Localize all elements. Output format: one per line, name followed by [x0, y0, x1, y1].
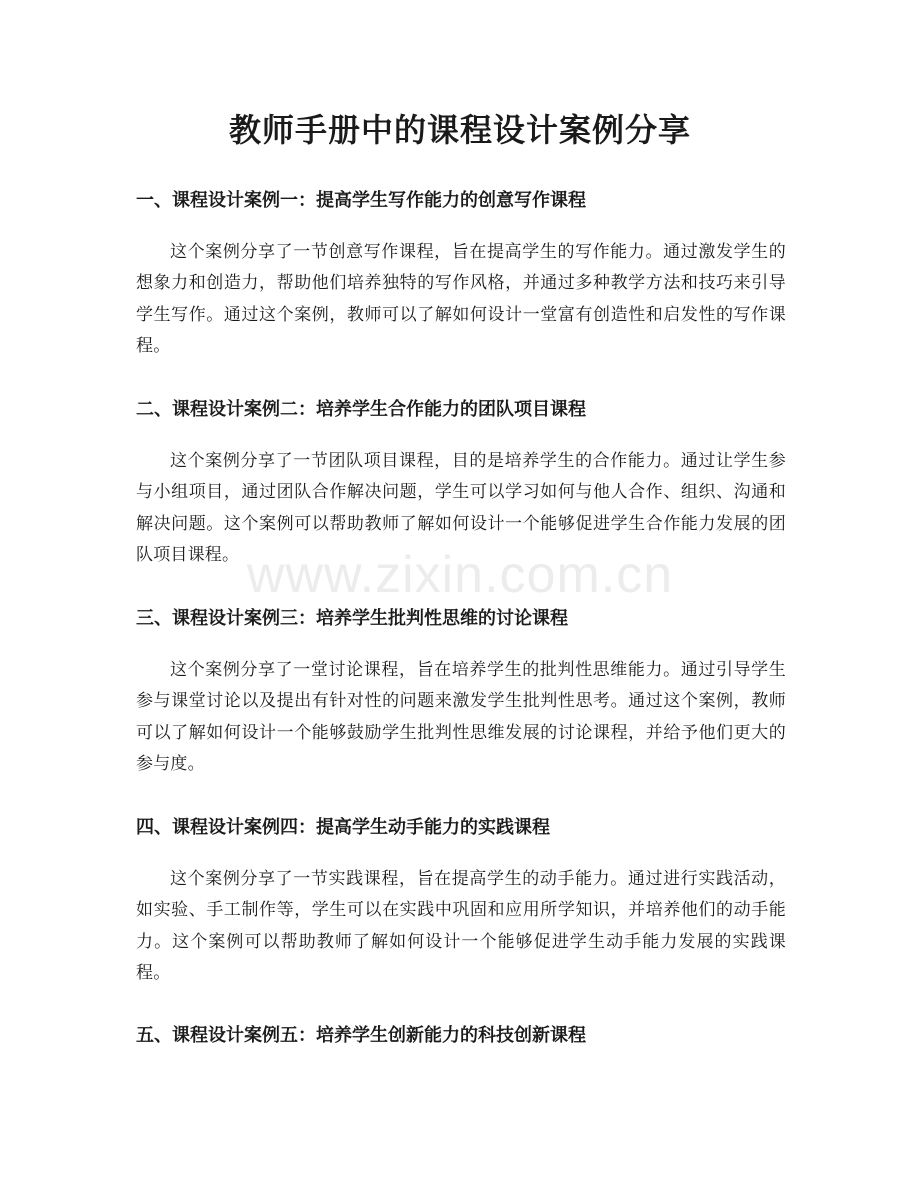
section-4: [136, 814, 786, 989]
section-body: 这个案例分享了一堂讨论课程，旨在培养学生的批判性思维能力。通过引导学生参与课堂讨论以及提出有针对性的问题来激发学生批判性思考。通过这个案例，教师可以了解如何设计一个能够鼓励学生批判性思维发展的讨论课程，并给予他们更大的参与度。: [136, 660, 786, 774]
section-heading: 一、课程设计案例一：提高学生写作能力的创意写作课程: [136, 190, 586, 211]
section-body: 这个案例分享了一节团队项目课程，目的是培养学生的合作能力。通过让学生参与小组项目，通过团队合作解决问题，学生可以学习如何与他人合作、组织、沟通和解决问题。这个案例可以帮助教师了解如何设计一个能够促进学生合作能力发展的团队项目课程。: [136, 451, 786, 565]
section-body: 这个案例分享了一节创意写作课程，旨在提高学生的写作能力。通过激发学生的想象力和创造力，帮助他们培养独特的写作风格，并通过多种教学方法和技巧来引导学生写作。通过这个案例，教师可以了解如何设计一堂富有创造性和启发性的写作课程。: [136, 242, 786, 356]
section-heading: 二、课程设计案例二：培养学生合作能力的团队项目课程: [136, 399, 586, 420]
section-5: [136, 1022, 786, 1050]
section-1: [136, 187, 786, 362]
section-body: 这个案例分享了一节实践课程，旨在提高学生的动手能力。通过进行实践活动，如实验、手工制作等，学生可以在实践中巩固和应用所学知识，并培养他们的动手能力。这个案例可以帮助教师了解如何设计一个能够促进学生动手能力发展的实践课程。: [136, 869, 786, 983]
watermark: www.zixin.com.cn: [246, 546, 674, 604]
document-title: 教师手册中的课程设计案例分享: [228, 111, 691, 149]
section-heading: 五、课程设计案例五：培养学生创新能力的科技创新课程: [136, 1025, 586, 1046]
section-2: [136, 396, 786, 571]
section-heading: 三、课程设计案例三：培养学生批判性思维的讨论课程: [136, 608, 568, 629]
section-3: [136, 605, 786, 780]
section-heading: 四、课程设计案例四：提高学生动手能力的实践课程: [136, 817, 550, 838]
